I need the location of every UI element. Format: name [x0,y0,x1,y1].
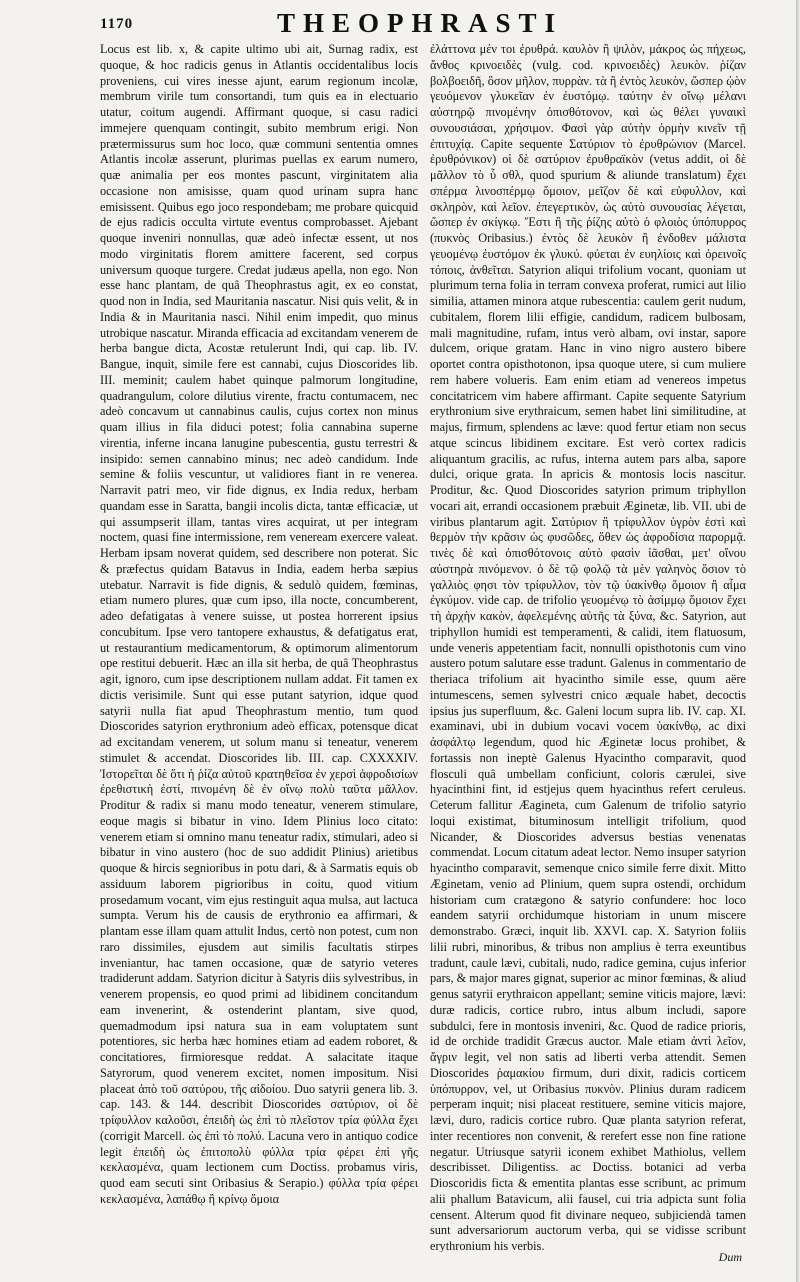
page-number: 1170 [100,16,134,32]
page-edge-shadow [796,0,800,1282]
catchword: Dum [718,1250,742,1264]
right-column [430,42,746,1252]
right-column-text: ἐλάττονα μέν τοι ἐρυθρά. καυλὸν ἢ ψιλὸν, μάκρος ὡς πήχεως, ἄνθος κρινοειδὲς (vulg. cod. κρινοειδὲς) λευκὸν. ῥίζαν βολβοειδῆ, ὅσον μῆλον, πυρρὰν. τὰ ἢ ἐντὸς λευκὸν, ὥσπερ ᾠὸν γευόμενον γλυκεῖαν ἐν ἐυστόμῳ. ταύτην ἐν οἴνῳ μέλανι αὐστηρῷ πινομένην ὁπισθότονον, καὶ ὡς θέλει γυναικὶ συνουσιάσαι, χρήσιμον. Φασὶ γὰρ αὐτὴν ὁρμὴν κινεῖν τῇ ἐπιτυχίᾳ. Capite sequente Σατύριον τὸ ἐρυθρώνιον (Marcel. ἐρυθρόνικον) οἱ δὲ σατύριον ἐρυθραϊκὸν (vetus addit, οἱ δὲ μᾶλλον τὸ ὗ σθλ, quod spurium & aliunde translatum) ἔχει σπέρμα λινοσπέρμῳ ὅμοιον, μεῖζον δὲ καὶ εὐφυλλον, καὶ σκληρὸν, καὶ λεῖον. ἐπεγερτικὸν, ὡς αὐτὸ συνουσίας λέγεται, ὥσπερ ἐν σκίγκῳ. Ἔστι ἢ τῆς ῥίζης αὐτὸ ὁ φλοιὸς ὑπόπυρρος (πυκνὸς Oribasius.) ἐντὸς δὲ λευκὸν ἢ ἐνδοθεν μάλιστα γευομένῳ ἐυστόμον ἐκ γλυκύ. φύεται ἐν ευηλίοις καὶ ὀρεινοῖς τόποις, ἀνθεῖται. Satyrion aliqui trifolium vocant, quoniam ut plurimum terna folia in terram convexa proferat, rumici aut lilio similia, attamen minora atque rubescentia: caulem gerit nudum, cubitalem, florem lilii effigie, candidum, radicem bulbosam, mali magnitudine, rufam, intus verò albam, ovi instar, sapore dulcem, orique gratam. Hanc in vino nigro austero bibere oportet contra opisthotonon, ipsa quoque utere, si cum muliere rem habere volueris. Eam enim etiam ad venereos impetus concitatricem vim habere affirmant. Capite sequente Satyrium erythronium sive erythraicum, semen habet lini similitudine, at majus, firmum, splendens ac læve: quod fertur etiam non secus atque scincus libidinem excitare. Est verò cortex radicis aliquantum gracilis, ac rufus, interna autem pars alba, sapore dulci, orique grata. In apricis & montosis locis nascitur. Proditur, &c. Quod Dioscorides satyrion primum triphyllon vocari ait, errandi occasionem præbuit Æginetæ, lib. VII. ubi de viribus plantarum agit. Σατύριον ἢ τρίφυλλον ὑγρὸν ἐστὶ καὶ θερμὸν τὴν κρᾶσιν ὡς φυσῶδες, ὅθεν ὡς ἀφροδίσια παρορμᾷ. τινὲς δὲ καὶ ὀπισθότονοις αὐτὸ φασὶν ἰᾶσθαι, μετ' οἴνου αὐστηρὰ πινόμενον. ὁ δὲ τῷ φολῷ τὰ μὲν γαληνὸς ὅσιον τὸ γαλλιὸς φησι τὸν τρίφυλλον, τὸν τῷ ὑακίνθῳ ὅμοιον ἢ αἷμα ἐγκύμον. vide cap. de trifolio γευομένῳ τὸ ἀσίμμῳ ὅμοιον ἔχει τὴ ἀρχὴν κακὸν, ἀφελεμένης αὐτῆς τὰ ξύνα, &c. Satyrion, aut triphyllon humidi est temperamenti, & calidi, item flatuosum, unde veneris appetentiam facit, nonnulli opisthotonis cum vino austero potum salutare esse tradunt. Galenus in commentario de theriaca trifolium ait hyacintho simile esse, quum aëre intumescens, semen sylvestri cnico æquale habet, decoctis ipsius jus superfluum, &c. Galeni locum supra lib. IV. cap. XI. examinavi, ubi in dubium vocavi vocem ὑακίνθῳ, ac dixi ἀσφάλτῳ legendum, quod hic Æginetæ locus prohibet, & fortassis non ineptè Galenus Hyacintho comparavit, quod flosculi quâ umbellam conficiunt, coloris cærulei, sive hyacinthini fint, id estjejus quem hyacinthus refert ceruleus. Ceterum fallitur Æagineta, cum Galenum de trifolio satyrio loqui existimat, bituminosum intelligit trifolium, quod Nicander, & Dioscorides adversus bestias venenatas commendat. Locum citatum adeat lector. Nemo insuper satyrion hyacintho comparavit, semenque cnico simile ferre dixit. Mitto Æginetam, venio ad Plinium, quem supra ostendi, orchidum historiam cum cratægono & satyrio confundere: hoc loco eandem satyrii orchidumque historiam in unum miscere demonstrabo. Græci, inquit lib. XXVI. cap. X. Satyrion foliis lilii rubri, minoribus, & tribus non amplius è terra exeuntibus tradunt, caule lævi, cubitali, nudo, radice gemina, cujus inferior pars, & major mares gignat, superior ac minor fœminas, & aliud genus satyrii erythraicon appellant; semine viticis majore, lævi: duræ radicis, cortice rubro, intus album includi, sapore subdulci, fere in montosis inveniri, &c. Quod de radice prioris, id de orchide tradidit Græcus auctor. Male etiam ἀντὶ λεῖον, ἄγριν legit, vel non satis ad liberti verba attendit. Semen Dioscorides ῥαμακίου firmum, duri dixit, radicis corticem ὑπόπυρρον, vel, ut Oribasius πυκνὸν. Plinius duram radicem perperam inquit; nisi placeat restituere, semine viticis majore, lævi, duro, radicis cortice rubro. Quæ planta satyrion referat, inter recentiores non convenit, & rerefert esse non fine ratione negatur. Utriusque satyrii iconem exhibet Mathiolus, vellem describisset. Diligentiss. ac Doctiss. botanici ad verba Dioscoridis ficta & ementita plantas esse scribunt, ac primum alii phallum Batavicum, alii fausel, cui tria adpicta sunt folia censent. Alterum quod fit divinare nequeo, subjiciendà tamen sunt adversariorum auctorum verba, qui se vidisse scribunt erythronium his verbis. [430,42,746,1252]
left-column-text: Locus est lib. x, & capite ultimo ubi ait, Surnag radix, est quoque, & hoc radicis genus in Atlantis occidentalibus locis proveniens, cui vires inesse ajunt, earum regionum incolæ, membrum virile tum consortandi, tum quis ea in electuario utatur, coitum augendi. Affirmant quoque, si casu radici immejere quenquam contingit, subito membrum erigi. Non prætermissurus sum hoc loco, quæ communi sententia omnes Atlantis incolæ asserunt, plurimas puellas ex earum numero, quæ animalia per eos montes pascunt, virginitatem alia occasione non amisisse, quam quod urinam supra hanc emisissent. Quibus ego joco respondebam; me probare quicquid de ejus radicis occulta virtute eventus comprobasset. Ajebant quoque inveniri nonnullas, quæ adeò infectæ essent, ut nos modo virginitatis florem amittere facerent, sed corpus universum quoque turgere. Credat judæus apella, non ego. Non esse hanc plantam, de quâ Theophrastus agit, ex eo constat, quod non in India, sed Mauritania nascatur. Nisi quis velit, & in India & in Mauritania nasci. Nihil enim impedit, quo minus utrobique nascatur. Miranda efficacia ad excitandam venerem de herba bangue dicta, Acostæ retulerunt Indi, qui cap. lib. IV. Bangue, inquit, simile fere est cannabi, cujus Dioscorides lib. III. meminit; caulem habet quinque palmorum longitudine, quadrangulum, colore dilutius virente, fractu contumacem, nec adeò concavum ut cannabinus caulis, cujus cortex non minus quam illius in fila diduci potest; folia cannabina superne virentia, inferne incana lanugine pubescentia, gustu terrestri & insipido: semen cannabino minus; nec adeò candidum. Inde semine & foliis vescuntur, ut validiores fiant in re venerea. Narravit patri meo, vir fide dignus, ex India redux, herbam quandam esse in Saratta, bangii incolis dicta, tantæ efficaciæ, ut qui assumpserit illam, tantas vires acquirat, ut per integram noctem, quasi fine intermissione, rem veneream exercere valeat. Herbam ipsam noverat quidem, sed describere non poterat. Sic & præfectus quidam Batavus in India, eadem herba sæpius utebatur. Narravit is fide dignis, & sedulò quidem, fœminas, etiam numero plures, quæ cum ipso, illa nocte, concumberent, adeo defatigatas à venere suisse, ut postea horrerent ipsius concubitum. Ipse vero tantopere exhaustus, & defatigatus erat, ut restaurantium medicamentorum, & optimorum alimentorum ope restitui debuerit. Hæc an illa sit herba, de quâ Theophrastus agit, ignoro, cum ipse descriptionem nullam addat. Fit tamen ex dictis verisimile. Sunt qui esse putant satyrion, idque quod satyrii nulla fiat apud Theophrastum mentio, tum quod Dioscorides satyrion erythronium adeò efficax, potensque dicat ad excitandam venerem, ut solum manu si teneatur, venerem stimulet & accendat. Dioscorides lib. III. cap. CXXXXIV. Ἱστορεῖται δὲ ὅτι ἡ ῥίζα αὐτοῦ κρατηθεῖσα ἐν χερσὶ ἀφροδισίων ἐρεθιστικὴ ἐστί, πινομένη δὲ ἐν οἴνῳ πολὺ ταῦτα μᾶλλον. Proditur & radix si manu modo teneatur, venerem stimulare, eoque magis si bibatur in vino. Idem Plinius loco citato: venerem etiam si omnino manu teneatur radix, stimulari, adeo si bibatur in vino austero (hoc de suo addidit Plinius) arietibus quoque & hircis segnioribus in potu dari, & à Sarmatis equis ob assiduum laborem pigrioribus in coitu, quod vitium prosedamum vocant, vim ejus restinguit aqua mulsa, aut lactuca sumpta. Verum his de causis de erythronio ea affirmari, & plantam esse illam quam attulit Indus, certò non potest, cum non raro dissimiles, ejusdem aut similis facultatis stirpes inveniantur, hac tamen occasione, quæ de satyrio veteres tradiderunt addam. Satyrion dicitur à Satyris diis sylvestribus, in venerem propensis, eo quod primi ad libidinem concitandum eam invenerint, & ostenderint plantam, sive quod, quemadmodum ipsi natura sua in eam voluptatem sunt potentiores, sic herba hæc homines etiam ad eadem roboret, & concitatiores, firmioresque reddat. A salacitate itaque Satyrorum, quod venerem excitet, nomen impositum. Nisi placeat ἀπὸ τοῦ σατύρου, τῆς αἰδοίου. Duo satyrii genera lib. 3. cap. 143. & 144. describit Dioscorides σατύριον, οἱ δὲ τρίφυλλον καλοῦσι, ἐπειδὴ ὡς ἐπὶ τὸ πλεῖστον τρία φύλλα ἔχει (corrigit Marcell. ὡς ἐπὶ τὸ πολύ. Lacuna vero in antiquo codice legit ἐπειδὴ ὡς ἐπιτοπολὺ φύλλα τρία φέρει ἐπὶ γῆς κεκλασμένα, quam lectionem cum Doctiss. probamus viris, quod eam secuti sint Oribasius & Serapio.) φύλλα τρία φέρει κεκλασμένα, λαπάθῳ ἢ κρίνῳ ὅμοια [100,42,418,1206]
running-title: THEOPHRASTI [276,8,564,38]
page-header [100,8,740,36]
left-column [100,42,418,1252]
